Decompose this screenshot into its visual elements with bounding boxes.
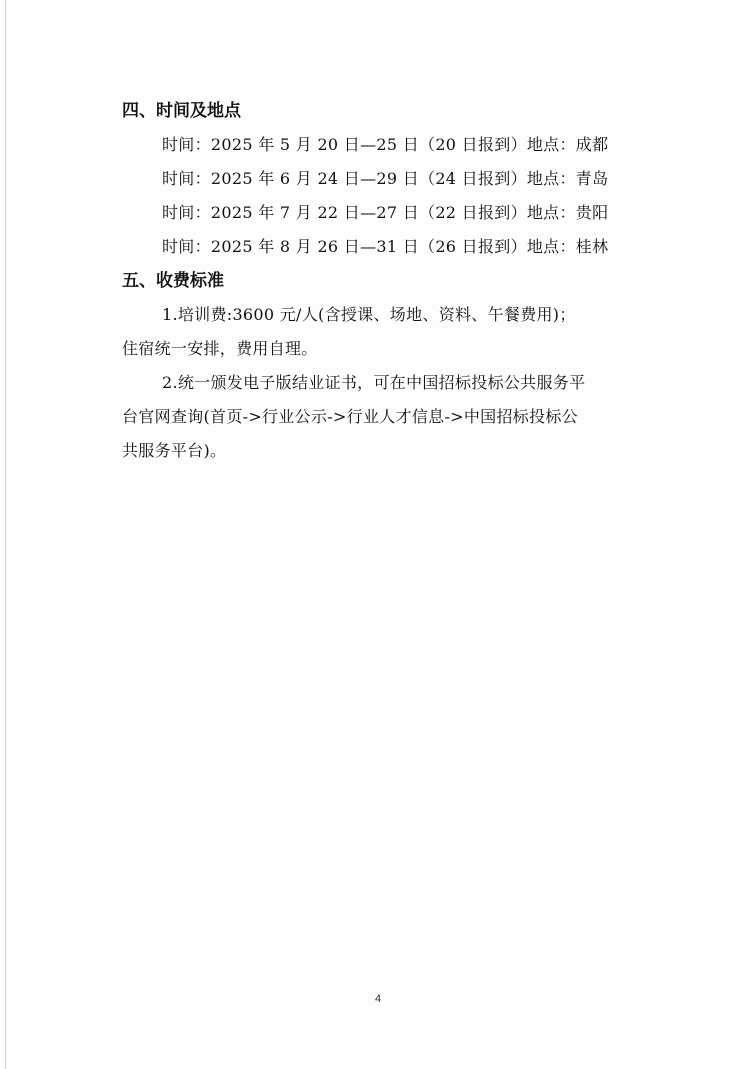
fee-item-2-line-2: 台官网查询(首页->行业公示->行业人才信息->中国招标投标公 [122,407,578,426]
fee-item-2-line-3: 共服务平台)。 [122,441,227,460]
schedule-line: 时间：2025 年 5 月 20 日—25 日（20 日报到）地点：成都 [162,135,609,154]
schedule-line: 时间：2025 年 6 月 24 日—29 日（24 日报到）地点：青岛 [162,169,609,188]
fee-item-1-line-1: 1.培训费:3600 元/人(含授课、场地、资料、午餐费用)； [162,305,576,324]
schedule-line: 时间：2025 年 7 月 22 日—27 日（22 日报到）地点：贵阳 [162,203,609,222]
page-edge-line [5,0,6,1069]
page-number: 4 [374,993,382,1005]
fee-item-1-line-2: 住宿统一安排，费用自理。 [122,339,318,358]
schedule-line: 时间：2025 年 8 月 26 日—31 日（26 日报到）地点：桂林 [162,237,609,256]
section-heading-time-location: 四、时间及地点 [122,101,241,121]
document-body [122,94,642,468]
fee-item-2-line-1: 2.统一颁发电子版结业证书，可在中国招标投标公共服务平 [162,373,586,392]
section-heading-fees: 五、收费标准 [122,271,224,291]
